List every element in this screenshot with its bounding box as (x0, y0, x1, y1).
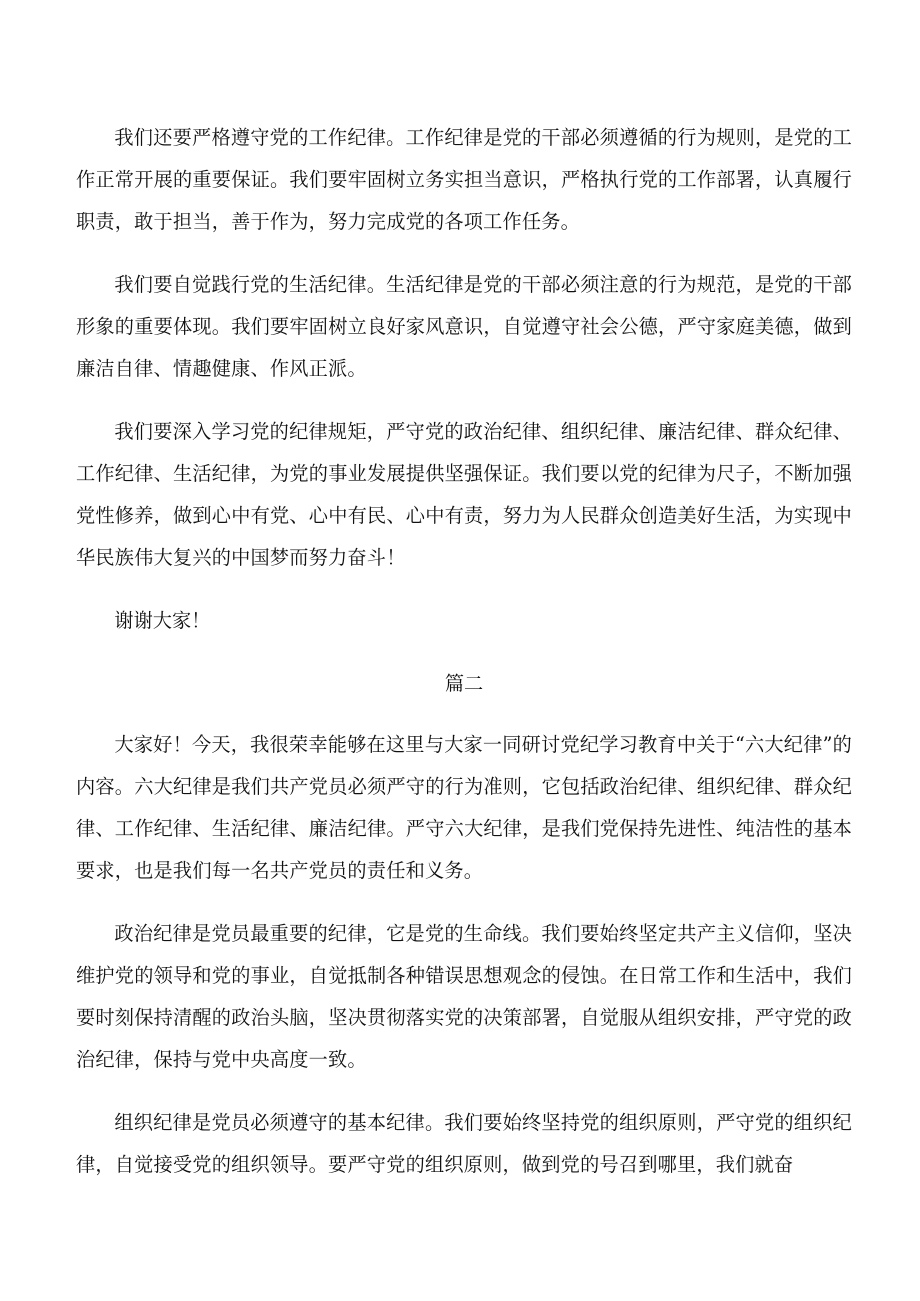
paragraph-political-discipline: 政治纪律是党员最重要的纪律，它是党的生命线。我们要始终坚定共产主义信仰，坚决维护党的领导和党的事业，自觉抵制各种错误思想观念的侵蚀。在日常工作和生活中，我们要时刻保持清醒的政治头脑，坚决贯彻落实党的决策部署，自觉服从组织安排，严守党的政治纪律，保持与党中央高度一致。 (76, 922, 852, 1071)
paragraph-summary: 我们要深入学习党的纪律规矩，严守党的政治纪律、组织纪律、廉洁纪律、群众纪律、工作纪律、生活纪律，为党的事业发展提供坚强保证。我们要以党的纪律为尺子，不断加强党性修养，做到心中有党、心中有民、心中有责，努力为人民群众创造美好生活，为实现中华民族伟大复兴的中国梦而努力奋斗！ (76, 420, 852, 569)
paragraph-intro: 大家好！今天，我很荣幸能够在这里与大家一同研讨党纪学习教育中关于“六大纪律”的内容。六大纪律是我们共产党员必须严守的行为准则，它包括政治纪律、组织纪律、群众纪律、工作纪律、生活纪律、廉洁纪律。严守六大纪律，是我们党保持先进性、纯洁性的基本要求，也是我们每一名共产党员的责任和义务。 (76, 733, 852, 882)
paragraph-life-discipline: 我们要自觉践行党的生活纪律。生活纪律是党的干部必须注意的行为规范，是党的干部形象的重要体现。我们要牢固树立良好家风意识，自觉遵守社会公德，严守家庭美德，做到廉洁自律、情趣健康、作风正派。 (76, 273, 852, 380)
section-title: 篇二 (444, 672, 484, 695)
document-body (76, 117, 852, 1207)
closing-thanks: 谢谢大家！ (114, 609, 211, 632)
paragraph-organizational-discipline: 组织纪律是党员必须遵守的基本纪律。我们要始终坚持党的组织原则，严守党的组织纪律，自觉接受党的组织领导。要严守党的组织原则，做到党的号召到哪里，我们就奋 (76, 1111, 852, 1176)
paragraph-work-discipline: 我们还要严格遵守党的工作纪律。工作纪律是党的干部必须遵循的行为规则，是党的工作正常开展的重要保证。我们要牢固树立务实担当意识，严格执行党的工作部署，认真履行职责，敢于担当，善于作为，努力完成党的各项工作任务。 (76, 126, 852, 233)
